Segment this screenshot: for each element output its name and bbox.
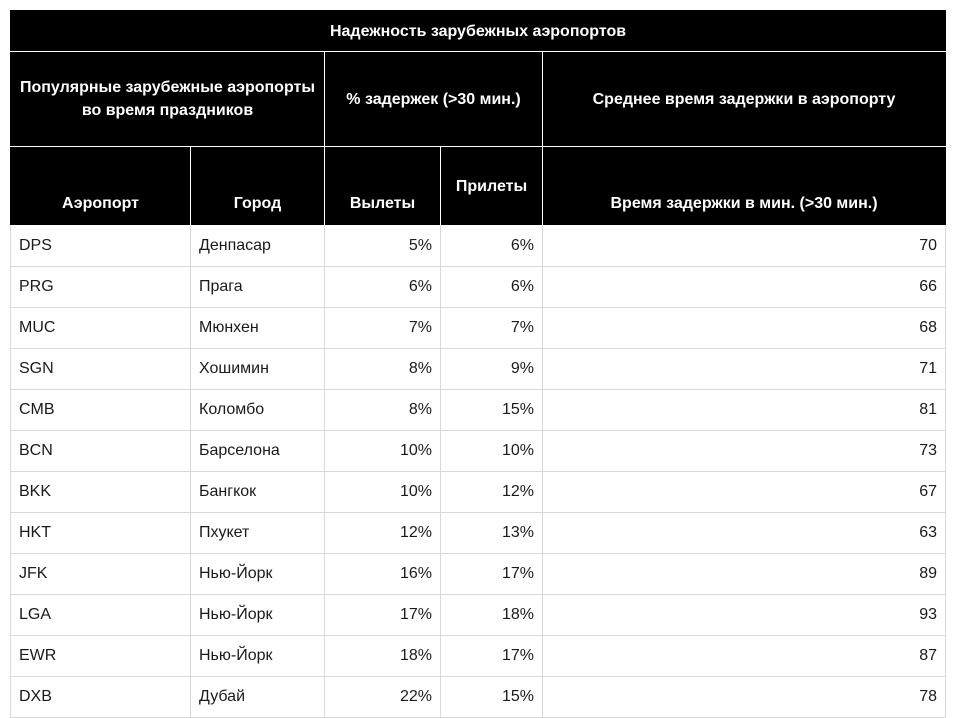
cell-arrivals: 6% (441, 267, 543, 308)
table-row (11, 431, 946, 472)
cell-city: Барселона (191, 431, 325, 472)
table-row (11, 226, 946, 267)
column-header-city: Город (191, 147, 325, 226)
cell-city: Бангкок (191, 472, 325, 513)
cell-arrivals: 17% (441, 636, 543, 677)
cell-city: Пхукет (191, 513, 325, 554)
cell-delay-minutes: 71 (543, 349, 946, 390)
cell-delay-minutes: 89 (543, 554, 946, 595)
cell-departures: 5% (325, 226, 441, 267)
table-row (11, 513, 946, 554)
cell-arrivals: 15% (441, 390, 543, 431)
airport-reliability-table (10, 10, 946, 718)
table-body (11, 226, 946, 718)
table-row (11, 595, 946, 636)
table-row (11, 677, 946, 718)
cell-city: Нью-Йорк (191, 554, 325, 595)
cell-arrivals: 6% (441, 226, 543, 267)
group-header-delay-pct: % задержек (>30 мин.) (325, 52, 543, 147)
column-header-row (11, 147, 946, 226)
cell-delay-minutes: 81 (543, 390, 946, 431)
table-row (11, 308, 946, 349)
cell-city: Дубай (191, 677, 325, 718)
table-row (11, 636, 946, 677)
cell-delay-minutes: 63 (543, 513, 946, 554)
cell-departures: 12% (325, 513, 441, 554)
cell-airport: EWR (11, 636, 191, 677)
cell-delay-minutes: 93 (543, 595, 946, 636)
table-row (11, 472, 946, 513)
cell-departures: 22% (325, 677, 441, 718)
group-header-row (11, 52, 946, 147)
cell-departures: 10% (325, 431, 441, 472)
cell-departures: 8% (325, 390, 441, 431)
cell-airport: DXB (11, 677, 191, 718)
cell-departures: 16% (325, 554, 441, 595)
cell-arrivals: 15% (441, 677, 543, 718)
cell-departures: 17% (325, 595, 441, 636)
cell-departures: 8% (325, 349, 441, 390)
group-header-avg-delay: Среднее время задержки в аэропорту (543, 52, 946, 147)
table-header (11, 11, 946, 226)
column-header-delay-minutes: Время задержки в мин. (>30 мин.) (543, 147, 946, 226)
cell-arrivals: 9% (441, 349, 543, 390)
cell-airport: DPS (11, 226, 191, 267)
cell-delay-minutes: 87 (543, 636, 946, 677)
cell-airport: BKK (11, 472, 191, 513)
table-row (11, 390, 946, 431)
cell-arrivals: 17% (441, 554, 543, 595)
column-header-departures: Вылеты (325, 147, 441, 226)
cell-airport: JFK (11, 554, 191, 595)
cell-arrivals: 12% (441, 472, 543, 513)
cell-arrivals: 13% (441, 513, 543, 554)
cell-city: Нью-Йорк (191, 636, 325, 677)
cell-arrivals: 18% (441, 595, 543, 636)
table-row (11, 554, 946, 595)
cell-city: Хошимин (191, 349, 325, 390)
column-header-airport: Аэропорт (11, 147, 191, 226)
cell-arrivals: 7% (441, 308, 543, 349)
table-title-row (11, 11, 946, 52)
cell-delay-minutes: 70 (543, 226, 946, 267)
cell-airport: BCN (11, 431, 191, 472)
cell-departures: 6% (325, 267, 441, 308)
cell-airport: HKT (11, 513, 191, 554)
cell-departures: 7% (325, 308, 441, 349)
cell-departures: 18% (325, 636, 441, 677)
cell-delay-minutes: 78 (543, 677, 946, 718)
cell-airport: PRG (11, 267, 191, 308)
table-row (11, 349, 946, 390)
cell-city: Мюнхен (191, 308, 325, 349)
table-title: Надежность зарубежных аэропортов (11, 11, 946, 52)
cell-city: Денпасар (191, 226, 325, 267)
group-header-popular: Популярные зарубежные аэропорты во время праздников (11, 52, 325, 147)
cell-arrivals: 10% (441, 431, 543, 472)
cell-airport: MUC (11, 308, 191, 349)
cell-departures: 10% (325, 472, 441, 513)
cell-city: Прага (191, 267, 325, 308)
cell-delay-minutes: 67 (543, 472, 946, 513)
cell-delay-minutes: 68 (543, 308, 946, 349)
column-header-arrivals: Прилеты (441, 147, 543, 226)
cell-airport: SGN (11, 349, 191, 390)
cell-city: Нью-Йорк (191, 595, 325, 636)
cell-airport: LGA (11, 595, 191, 636)
cell-delay-minutes: 73 (543, 431, 946, 472)
cell-airport: CMB (11, 390, 191, 431)
table-row (11, 267, 946, 308)
cell-city: Коломбо (191, 390, 325, 431)
cell-delay-minutes: 66 (543, 267, 946, 308)
